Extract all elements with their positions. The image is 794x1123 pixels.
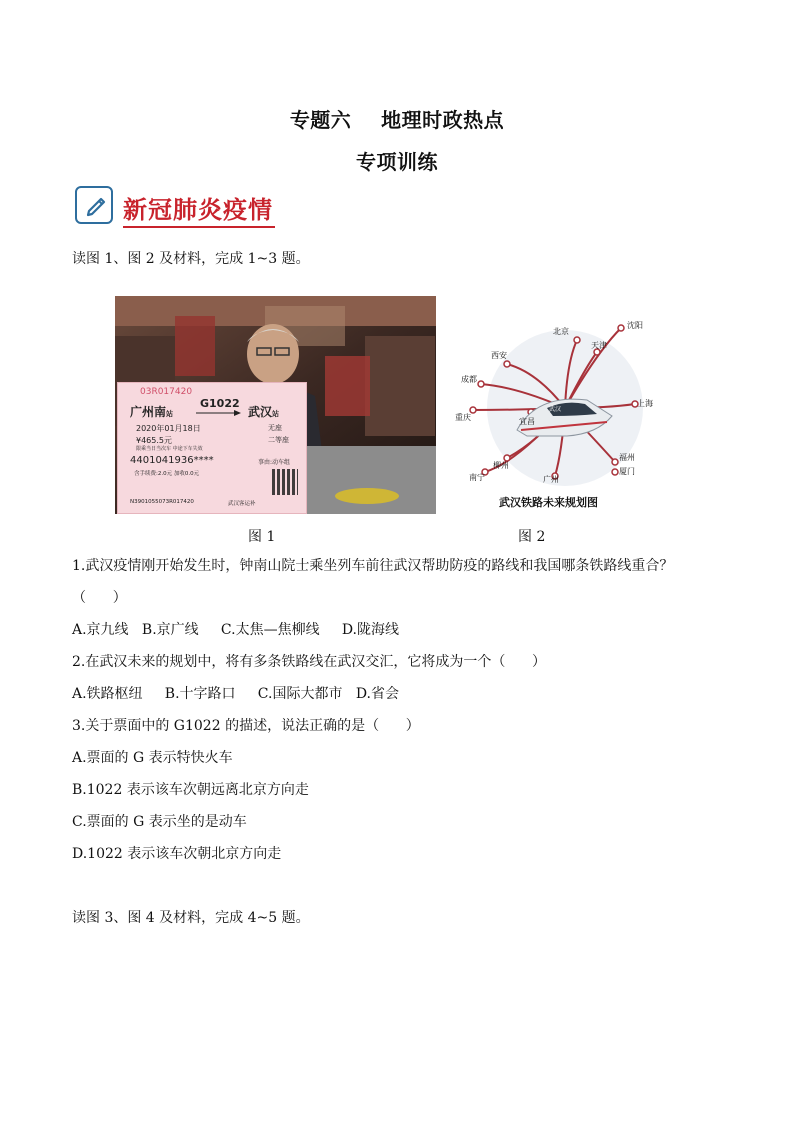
page-subtitle: 专项训练 bbox=[356, 150, 438, 174]
figure-2-caption: 图 2 bbox=[518, 529, 546, 545]
ticket-price: ¥465.5元 bbox=[136, 436, 172, 445]
page-title: 专题六 地理时政热点 bbox=[289, 108, 505, 132]
ticket-qr-code bbox=[272, 469, 298, 495]
intro-text-2: 读图 3、图 4 及材料，完成 4~5 题。 bbox=[72, 910, 310, 926]
question-1-options: A.京九线 B.京广线 C.太焦—焦柳线 D.陇海线 bbox=[72, 622, 399, 638]
question-3-stem: 3.关于票面中的 G1022 的描述，说法正确的是（ ） bbox=[72, 718, 420, 734]
question-2-options: A.铁路枢纽 B.十字路口 C.国际大都市 D.省会 bbox=[72, 686, 399, 702]
map-city-label: 福州 bbox=[619, 453, 635, 462]
ticket-extra: 含手续费:2.0元 加收0.0元 bbox=[134, 471, 200, 477]
ticket-class: 二等座 bbox=[268, 436, 289, 444]
ticket-train-no: G1022 bbox=[200, 397, 240, 410]
map-city-label: 上海 bbox=[637, 399, 653, 408]
section-title: 新冠肺炎疫情 bbox=[123, 195, 273, 224]
map-city-label: 天津 bbox=[591, 341, 607, 350]
ticket-footer-station: 武汉客运补 bbox=[228, 501, 256, 507]
map-city-label: 重庆 bbox=[455, 413, 471, 422]
map-title: 武汉铁路未来规划图 bbox=[499, 496, 598, 509]
map-city-label: 成都 bbox=[461, 375, 477, 384]
ticket-date: 2020年01月18日 bbox=[136, 424, 201, 433]
ticket-note: 限乘当日当次车 中途下车失效 bbox=[136, 446, 203, 452]
ticket-seat: 无座 bbox=[268, 424, 282, 432]
map-city-label: 宜昌 bbox=[519, 417, 535, 426]
ticket-from-station: 广州南站 bbox=[130, 405, 174, 419]
train-ticket bbox=[117, 382, 307, 514]
question-3-option-c: C.票面的 G 表示坐的是动车 bbox=[72, 814, 247, 830]
figure-1-photo bbox=[115, 296, 436, 514]
map-city-label: 厦门 bbox=[619, 467, 635, 476]
figure-1-caption: 图 1 bbox=[248, 529, 276, 545]
map-center-label: 武汉 bbox=[549, 406, 562, 413]
ticket-serial: 03R017420 bbox=[140, 387, 193, 397]
figure-2-railway-map bbox=[447, 312, 672, 514]
question-2-stem: 2.在武汉未来的规划中，将有多条铁路线在武汉交汇，它将成为一个（ ） bbox=[72, 654, 547, 670]
question-3-option-a: A.票面的 G 表示特快火车 bbox=[72, 750, 233, 766]
map-city-label: 广州 bbox=[543, 475, 559, 484]
pencil-edit-icon bbox=[75, 186, 113, 224]
question-1-stem: 1.武汉疫情刚开始发生时，钟南山院士乘坐列车前往武汉帮助防疫的路线和我国哪条铁路线重合？ bbox=[72, 558, 674, 574]
map-city-label: 柳州 bbox=[493, 461, 509, 470]
map-city-label: 南宁 bbox=[469, 473, 485, 482]
ticket-remark: 事由:动车组 bbox=[258, 459, 291, 466]
intro-text-1: 读图 1、图 2 及材料，完成 1~3 题。 bbox=[72, 251, 310, 267]
map-city-label: 西安 bbox=[491, 351, 507, 360]
question-3-option-b: B.1022 表示该车次朝远离北京方向走 bbox=[72, 782, 309, 798]
section-header bbox=[75, 186, 315, 230]
ticket-to-station: 武汉站 bbox=[248, 405, 280, 419]
question-1-blank: （ ） bbox=[72, 590, 127, 606]
section-underline bbox=[123, 226, 275, 228]
map-city-label: 沈阳 bbox=[627, 321, 643, 330]
ticket-footer-no: N3901055073R017420 bbox=[130, 499, 194, 505]
question-3-option-d: D.1022 表示该车次朝北京方向走 bbox=[72, 846, 282, 862]
map-city-label: 北京 bbox=[553, 327, 569, 336]
ticket-id: 4401041936**** bbox=[130, 455, 214, 466]
